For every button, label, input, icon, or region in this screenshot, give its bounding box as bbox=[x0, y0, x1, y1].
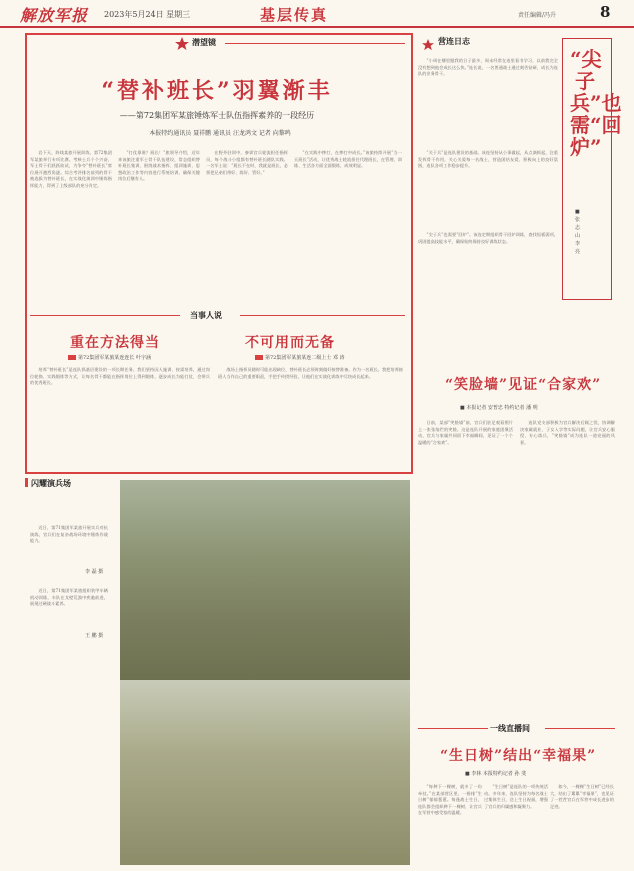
frontline-title: “生日树”结出“幸福果” bbox=[440, 748, 597, 764]
column-tag: 潜望镜 bbox=[192, 37, 216, 47]
page-section-title: 基层传真 bbox=[260, 6, 329, 24]
newspaper-logo: 解放军报 bbox=[20, 6, 89, 25]
frontline-byline: ■ 李林 本报特约记者 孙 斐 bbox=[465, 771, 527, 777]
photo-section-tag: 闪耀演兵场 bbox=[31, 478, 71, 488]
divider-right bbox=[240, 315, 405, 316]
right-article-body: 战场上指挥员随时可能出现缺位，替补班长必须时刻做好接替准备。作为一名班长，我把培养接班人当作自己的重要职责，手把手传授经验，让他们在实战化训练中尽快成长起来。 bbox=[218, 367, 403, 379]
frontline-rule-left bbox=[418, 728, 488, 729]
feature-column-4: “在实践中摔打，在摔打中成长。”该旅持续开展“当一天班长”活动，让优秀战士轮流担任代理班长，在管理、训练、生活各方面全面锻炼，成效明显。 bbox=[294, 150, 402, 169]
smile-wall-title: “笑脸墙”见证“合家欢” bbox=[445, 377, 602, 393]
photo-caption-2: 近日，第71集团军某旅组织装甲车辆机动训练，车队在戈壁荒漠中疾驰前进，展现过硬战斗素养。 bbox=[30, 588, 108, 607]
right-byline-marker bbox=[255, 355, 263, 360]
photo-caption-1: 近日，第71集团军某旅开展实兵对抗演练，官兵们在复杂战场环境中锤炼作战能力。 bbox=[30, 525, 108, 544]
left-article-byline: 第72集团军某旅某连连长 叶宇涵 bbox=[78, 355, 151, 361]
smile-wall-col-1: 日前，某部“笑脸墙”前，官兵们驻足观看照片上一张张灿烂的笑脸。这是连队开展的家庭团聚活动，官兵与家属共同留下幸福瞬间，见证了一个个温暖的“合家欢”。 bbox=[418, 420, 513, 445]
frontline-col-2: “生日树”是连队的一项传统活动。多年来，连队坚持为每名战士过集体生日，送上生日祝福，增强了官兵的归属感和凝聚力。 bbox=[484, 784, 548, 809]
camp-star-icon bbox=[422, 36, 434, 48]
frontline-col-1: “每种下一棵树，就多了一份牵挂。”在某部营区里，一排排“生日树”郁郁葱葱。每逢战士生日，连队都会组织种下一棵树，让官兵在军营中感受家的温暖。 bbox=[418, 784, 482, 816]
feature-subheadline: ——第72集团军某旅锤炼军士队伍指挥素养的一段经历 bbox=[119, 111, 315, 120]
camp-diary-para-1: “小周在哪里跟我的日子最多，周末经常在连里看书学习，以前我完全没有想到他会成长这么快。”连长说，一名普通战士通过刻苦钻研，成长为连队的业务骨干。 bbox=[418, 58, 558, 77]
photographer-2: 王 鹏 摄 bbox=[85, 633, 104, 639]
right-article-byline: 第72集团军某旅某连二级上士 邓 涛 bbox=[265, 355, 345, 361]
left-byline-marker bbox=[68, 355, 76, 360]
feature-column-3: 在野外驻训中，参训官兵轮流担任指挥员，每个战斗小组都有替补班长随队实践。一名军士说：“班长不在时，我就是班长，必须把兄弟们带好、练好、管好。” bbox=[206, 150, 288, 175]
left-article-body: 培养“替补班长”是连队抓基层建设的一项长期任务。我们坚持因人施训、按需培养，通过岗位轮换、实践锻炼等方式，让每名骨干都能在指挥岗位上得到锻炼，逐步成长为能打仗、会带兵的优秀班长。 bbox=[30, 367, 210, 386]
photographer-1: 李 磊 摄 bbox=[85, 569, 104, 575]
feature-byline: 本报特约通讯员 聂祥鹏 通讯员 汪龙鸿文 记者 向黎鸣 bbox=[149, 130, 291, 137]
feature-headline: “替补班长”羽翼渐丰 bbox=[101, 78, 333, 104]
issue-date: 2023年5月24日 星期三 bbox=[104, 10, 191, 19]
page-number: 8 bbox=[600, 3, 611, 21]
section-tag-parties: 当事人说 bbox=[190, 310, 222, 320]
right-article-title: 不可用而无备 bbox=[245, 335, 335, 351]
editor-credit: 责任编辑/冯升 bbox=[518, 12, 557, 19]
commentary-title: “尖子兵”也需“回炉” bbox=[570, 47, 622, 159]
camp-diary-para-2: “关于兵”是连队建设的基础。该连坚持从小事做起，从点滴抓起，注重发挥骨干作用，关心关爱每一名战士，营造团结友爱、积极向上的良好氛围，连队各项工作稳步提升。 bbox=[418, 150, 558, 169]
feature-column-2: “打仗靠谁？班长！”旅领导介绍，近年来该旅注重军士骨干队伍建设，常态组织替补班长集训，围绕战术指挥、组训施训、思想政治工作等内容进行系统培训，确保关键岗位后继有人。 bbox=[118, 150, 200, 182]
exercise-photo-2 bbox=[120, 680, 410, 865]
star-icon bbox=[175, 36, 189, 50]
frontline-rule-right bbox=[545, 728, 615, 729]
left-article-title: 重在方法得当 bbox=[70, 335, 160, 351]
frontline-col-3: 如今，一棵棵“生日树”已经长大，结出了累累“幸福果”，也见证了一茬茬官兵在军营中成长进步的足迹。 bbox=[550, 784, 614, 809]
tag-rule bbox=[225, 43, 405, 44]
commentary-byline: ■ 张志山 李 亮 bbox=[575, 209, 581, 255]
feature-column-1: 岩下天，阵线某旅开展训练，第72集团军某旅举行专项比赛。考核士兵个个兴奋，军士骨干们跃跃欲试，为争夺“替补班长”席位展开激烈角逐。综合考评排名前列的骨干被选拔为替补班长，在实战化演训中锤炼指挥能力，得到了上级部队的充分肯定。 bbox=[30, 150, 112, 188]
smile-wall-byline: ■ 本报记者 安普忠 特约记者 潘 明 bbox=[460, 405, 538, 411]
smile-wall-col-2: 连队党支部积极为官兵解决后顾之忧，协调解决家属就业、子女入学等实际问题，让官兵安心服役、专心练兵，“笑脸墙”成为连队一道亮丽的风景。 bbox=[520, 420, 615, 445]
camp-diary-tag: 营连日志 bbox=[438, 36, 470, 46]
frontline-tag: 一线直播间 bbox=[490, 723, 530, 733]
camp-diary-para-3: “尖子兵”也需要“回炉”。该连定期组织骨干回炉训练，查找短板弱项，巩固提高技能水平，确保始终保持良好训练状态。 bbox=[418, 232, 558, 244]
exercise-photo-1 bbox=[120, 480, 410, 680]
photo-tag-marker bbox=[25, 478, 28, 487]
divider-left bbox=[30, 315, 180, 316]
